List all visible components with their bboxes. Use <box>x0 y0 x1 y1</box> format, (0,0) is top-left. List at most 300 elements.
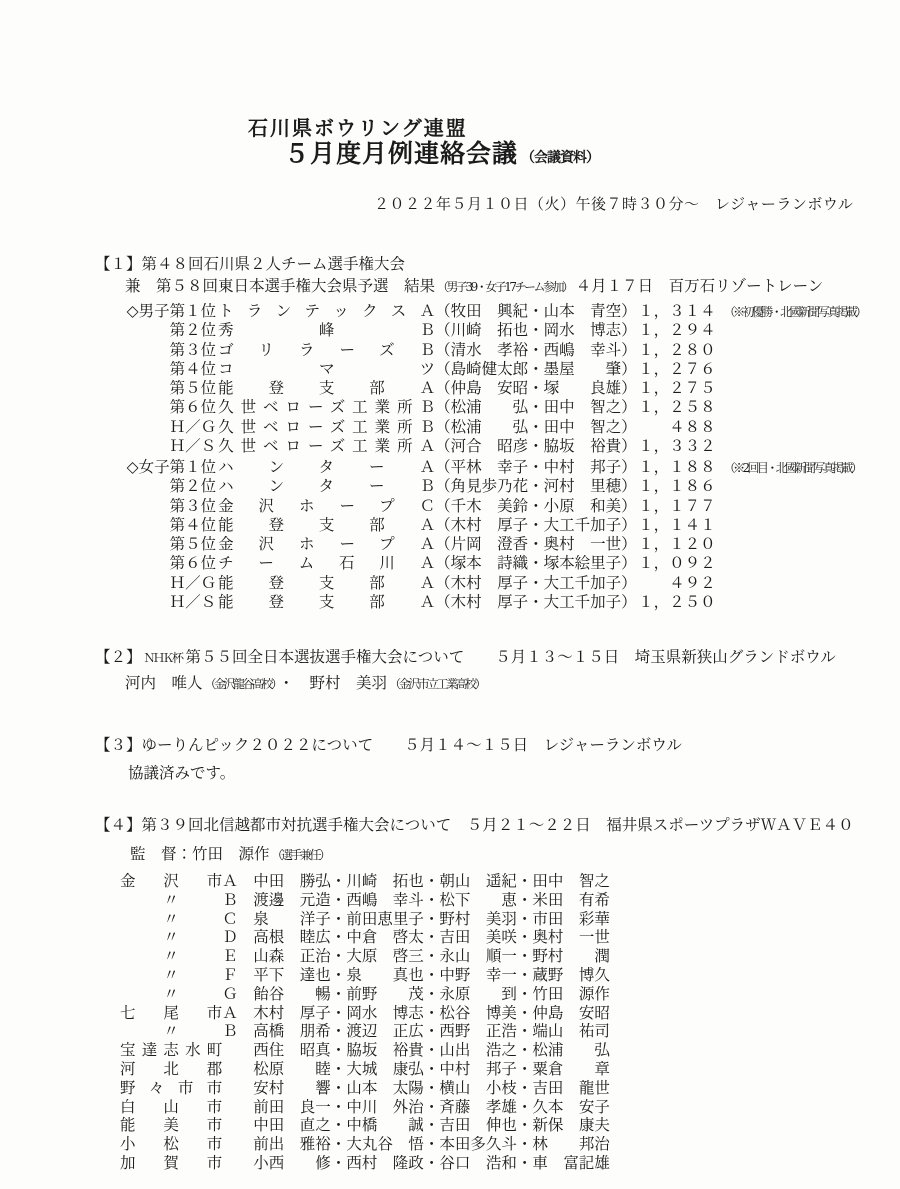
result-row <box>120 554 860 573</box>
member-name <box>253 1154 331 1173</box>
pair-names <box>435 398 637 417</box>
roster-row <box>120 872 610 891</box>
given-name: 幸子 <box>497 458 529 476</box>
open-paren: （ <box>435 398 451 417</box>
surname: 小西 <box>253 1153 285 1172</box>
member-name <box>346 1079 424 1098</box>
player2-name <box>544 398 622 417</box>
member-name <box>532 1098 610 1117</box>
member-separator: ・ <box>330 909 347 928</box>
roster-row <box>120 891 610 910</box>
player2-name <box>544 360 622 379</box>
given-name: 直之 <box>299 1116 331 1135</box>
member-name <box>439 1041 517 1060</box>
player1-name <box>451 516 529 535</box>
player2-name <box>544 535 622 554</box>
given-name: 啓三 <box>392 947 424 966</box>
given-name: 暢 <box>315 984 331 1003</box>
roster-row <box>120 1098 610 1117</box>
member-name <box>439 1060 517 1079</box>
surname: 田中 <box>543 398 575 417</box>
player1-name <box>451 437 529 456</box>
result-note: （※初優勝・北國新聞写真掲載） <box>723 305 865 319</box>
surname: 新保 <box>532 1116 564 1135</box>
player2-name: 塚本絵里子 <box>543 554 622 573</box>
result-row <box>120 477 860 496</box>
score-value: １，１７７ <box>638 496 716 515</box>
team-letter: Ａ <box>222 1003 238 1022</box>
given-name: 和美 <box>590 496 622 515</box>
pair-names <box>435 379 637 398</box>
member-name <box>346 966 424 985</box>
surname: 横山 <box>439 1078 471 1097</box>
open-paren: （ <box>435 458 451 476</box>
given-name: 邦子 <box>590 458 622 476</box>
member-separator: ・ <box>423 872 440 890</box>
surname: 前田 <box>253 1097 285 1116</box>
city-name: 〃 <box>163 947 179 966</box>
pair-names <box>435 302 637 321</box>
given-name: 元造 <box>299 890 331 909</box>
section1-subheading <box>125 274 823 296</box>
given-name: 彩華 <box>578 909 610 928</box>
surname: 吉田 <box>532 1078 564 1097</box>
city-name: 加賀市 <box>120 1153 223 1172</box>
member-list <box>253 1022 610 1041</box>
member-name <box>439 1116 517 1135</box>
given-name: 美羽 <box>485 909 517 928</box>
surname: 仲島 <box>532 1003 564 1022</box>
pair-names <box>435 554 637 573</box>
given-name: 正浩 <box>485 1022 517 1041</box>
team-letter: Ｆ <box>222 965 238 984</box>
surname: 林 <box>532 1135 548 1154</box>
member-name <box>439 928 517 947</box>
member-name <box>532 1060 610 1079</box>
team-name: ハンターＡ <box>218 458 436 476</box>
member-list <box>253 1116 610 1135</box>
member-list <box>253 947 610 966</box>
surname: 斉藤 <box>439 1097 471 1116</box>
player1-name <box>451 593 529 612</box>
member-separator: ・ <box>330 1135 347 1154</box>
member-separator: ・ <box>330 965 347 984</box>
pair-names <box>435 341 637 360</box>
close-paren: ） <box>621 593 637 612</box>
given-name: 正治 <box>299 947 331 966</box>
member-separator: ・ <box>423 1022 440 1041</box>
member-name <box>346 1060 424 1079</box>
open-paren: （ <box>435 417 451 436</box>
close-paren: ） <box>621 379 637 398</box>
team-name: 久世ベローズ工業所Ａ <box>218 437 436 456</box>
team-letter: Ｂ <box>222 1022 238 1041</box>
member-name <box>253 1060 331 1079</box>
given-name: 博志 <box>392 1003 424 1022</box>
result-row <box>120 321 865 340</box>
member-name <box>532 1154 610 1173</box>
surname: 田中 <box>532 872 564 890</box>
given-name: 弘 <box>512 398 529 417</box>
women-results-table <box>120 458 860 612</box>
member-name <box>532 1116 610 1135</box>
member-list <box>253 1098 610 1117</box>
given-name: 智之 <box>578 872 610 890</box>
rank-label: Ｈ／Ｓ <box>169 593 217 612</box>
meeting-datetime: ２０２２年５月１０日（火）午後７時３０分～ レジャーランボウル <box>374 195 854 213</box>
player1-name: 島崎健太郎 <box>450 359 529 378</box>
surname: 牧田 <box>450 302 482 320</box>
member-separator: ・ <box>330 1041 347 1060</box>
team-letter: Ｂ <box>222 890 238 909</box>
surname: 中村 <box>543 458 575 476</box>
open-paren: （ <box>435 359 451 378</box>
member-separator: ・ <box>330 984 347 1003</box>
participant2-name: 野村 美羽 <box>309 674 388 692</box>
city-name: 〃 <box>163 1022 179 1041</box>
given-name: 隆政 <box>392 1153 424 1172</box>
team-letter: Ｃ <box>222 909 238 928</box>
member-name <box>346 1098 424 1117</box>
name-separator: ・ <box>528 379 544 398</box>
men-results-table <box>120 302 865 456</box>
surname: 山本 <box>346 1078 378 1097</box>
close-paren: ） <box>621 437 637 456</box>
result-note: （※2回目・北國新聞写真掲載） <box>723 461 861 475</box>
pair-names <box>435 437 637 456</box>
given-name: 響 <box>315 1078 331 1097</box>
surname: 前出 <box>253 1135 285 1154</box>
given-name: 安子 <box>578 1097 610 1116</box>
roster-row <box>120 966 610 985</box>
close-paren: ） <box>621 398 637 417</box>
name-separator: ・ <box>528 573 544 592</box>
city-name: 白山市 <box>120 1097 223 1116</box>
score-value: １，２５０ <box>638 593 716 612</box>
team-name: トランテックスＡ <box>218 302 436 320</box>
city-name: 〃 <box>163 928 179 947</box>
given-name: 到 <box>501 984 517 1003</box>
member-name <box>439 1154 517 1173</box>
pair-names <box>435 535 637 554</box>
player1-name <box>451 398 529 417</box>
surname: 泉 <box>346 965 362 984</box>
surname: 中川 <box>346 1097 378 1116</box>
score-value: １，２７６ <box>638 359 716 378</box>
player1-name <box>451 574 529 593</box>
team-name: 久世ベローズ工業所Ｂ <box>218 417 436 436</box>
city-name: 小松市 <box>120 1135 223 1154</box>
member-separator: ・ <box>423 1003 440 1022</box>
member-separator: ・ <box>423 909 440 928</box>
surname: 河合 <box>450 437 482 456</box>
pair-names <box>435 477 637 496</box>
roster-row <box>120 928 610 947</box>
surname: 木村 <box>450 515 482 534</box>
given-name: 勝弘 <box>299 872 331 890</box>
given-name: 誠 <box>408 1116 424 1135</box>
surname: 端山 <box>532 1022 564 1041</box>
city-name: 能美市 <box>120 1116 223 1135</box>
member-separator: ・ <box>516 1135 533 1154</box>
section2-heading-text: 第５５回全日本選抜選手権大会について ５月１３～１５日 埼玉県新狭山グランドボウル <box>185 648 836 666</box>
member-list <box>253 910 610 929</box>
section1-date-venue: ４月１７日 百万石リゾートレーン <box>575 277 824 295</box>
pair-names <box>435 360 637 379</box>
surname: 野村 <box>532 947 564 966</box>
member-name <box>253 928 331 947</box>
surname: 永山 <box>439 947 471 966</box>
given-name: 幸斗 <box>392 890 424 909</box>
member-name <box>346 947 424 966</box>
result-row <box>120 302 865 321</box>
surname: 山本 <box>543 302 575 320</box>
player1-name <box>451 379 529 398</box>
player2-name <box>544 379 622 398</box>
member-name <box>253 1135 331 1154</box>
given-name: 澄香 <box>497 535 529 554</box>
member-list <box>253 966 610 985</box>
section3-heading: 【３】ゆーりんピック２０２２について ５月１４～１５日 レジャーランボウル <box>95 736 682 754</box>
result-row <box>120 398 865 417</box>
open-paren: （ <box>435 496 451 515</box>
section2-heading <box>95 645 836 667</box>
team-name: コマツ <box>218 359 436 378</box>
score-value: １，３１４ <box>638 302 716 320</box>
name-separator: ・ <box>528 535 544 554</box>
organization-title: 石川県ボウリング連盟 <box>248 116 468 140</box>
document-title-paren: （会議資料） <box>521 150 600 166</box>
member-name <box>346 1154 424 1173</box>
given-name: 厚子 <box>497 593 529 612</box>
section4-heading: 【４】第３９回北信越都市対抗選手権大会について ５月２１～２２日 福井県スポーツプラザＷＡＶＥ４０ <box>95 816 854 834</box>
member-name <box>253 985 331 1004</box>
surname: 西野 <box>439 1022 471 1041</box>
given-name: 智之 <box>590 417 622 436</box>
given-name: 厚子 <box>497 573 529 592</box>
score-value: １，２８０ <box>638 340 716 359</box>
surname: 前野 <box>346 984 378 1003</box>
member-separator: ・ <box>330 1116 347 1135</box>
given-name: 拓也 <box>497 321 529 340</box>
given-name: 小枝 <box>485 1078 517 1097</box>
surname: 久本 <box>532 1097 564 1116</box>
surname: 平下 <box>253 965 285 984</box>
player1-name <box>451 302 529 321</box>
result-row <box>120 593 860 612</box>
member-name <box>532 1004 610 1023</box>
player1-name <box>451 418 529 437</box>
surname: 松浦 <box>532 1041 564 1060</box>
member-list <box>253 1154 610 1173</box>
member-name <box>532 891 610 910</box>
surname: 仲島 <box>450 379 482 398</box>
section2-bracket: 【２】 <box>95 648 142 666</box>
player2-name <box>544 458 622 477</box>
surname: 木村 <box>450 573 482 592</box>
member-name <box>439 966 517 985</box>
rank-label: 第５位 <box>169 379 217 398</box>
given-name: 一世 <box>590 535 622 554</box>
given-name: 富記雄 <box>563 1153 610 1172</box>
result-row <box>120 341 865 360</box>
result-row <box>120 437 865 456</box>
roster-row <box>120 1004 610 1023</box>
surname: 中野 <box>439 965 471 984</box>
player1-name <box>451 497 529 516</box>
member-name <box>532 1135 610 1154</box>
member-separator: ・ <box>516 947 533 966</box>
player1-name <box>451 341 529 360</box>
surname: 山出 <box>439 1041 471 1060</box>
surname: 奥村 <box>532 928 564 947</box>
member-separator: ・ <box>516 1116 533 1135</box>
result-row <box>120 418 865 437</box>
document-title <box>284 134 599 170</box>
surname: 渡邊 <box>253 890 285 909</box>
city-name: 〃 <box>163 965 179 984</box>
surname: 谷口 <box>439 1153 471 1172</box>
surname: 泉 <box>253 909 269 928</box>
surname: 高根 <box>253 928 285 947</box>
city-name: 宝達志水町 <box>120 1041 223 1060</box>
member-name <box>439 1098 517 1117</box>
given-name: 邦治 <box>578 1135 610 1154</box>
surname: 塚本 <box>450 554 482 573</box>
rank-label: Ｈ／Ｇ <box>169 573 217 592</box>
given-name: 睦広 <box>299 928 331 947</box>
player1-name <box>451 458 529 477</box>
surname: 田中 <box>543 417 575 436</box>
surname: 吉田 <box>439 928 471 947</box>
member-separator: ・ <box>516 984 533 1003</box>
given-name: 弘 <box>594 1041 610 1060</box>
name-separator: ・ <box>528 458 544 476</box>
rank-label: 第２位 <box>169 321 217 340</box>
given-name: 昭彦 <box>497 437 529 456</box>
member-separator: ・ <box>516 965 533 984</box>
given-name: 良雄 <box>590 379 622 398</box>
city-name: 〃 <box>163 890 179 909</box>
given-name: 睦 <box>315 1059 331 1078</box>
pair-names <box>435 497 637 516</box>
member-name <box>253 1116 331 1135</box>
given-name: 孝雄 <box>485 1097 517 1116</box>
name-separator: ・ <box>528 302 544 320</box>
given-name: 龍世 <box>578 1078 610 1097</box>
surname: 吉田 <box>439 1116 471 1135</box>
given-name: 孝裕 <box>497 340 529 359</box>
section1-participants-note: （男子39・女子17チーム参加） <box>437 280 572 294</box>
name-separator: ・ <box>528 417 544 436</box>
team-name: ゴリラーズＢ <box>218 340 436 359</box>
team-name: 金沢ホープＣ <box>218 496 436 515</box>
rank-label: 第４位 <box>169 515 217 534</box>
rank-label: 第４位 <box>169 359 217 378</box>
given-name: 有希 <box>578 890 610 909</box>
result-row <box>120 574 860 593</box>
close-paren: ） <box>621 321 637 340</box>
score-value: １，１８８ <box>638 458 716 476</box>
surname: 岡水 <box>346 1003 378 1022</box>
given-name: 潤 <box>594 947 610 966</box>
member-name <box>346 1135 424 1154</box>
member-name <box>439 1079 517 1098</box>
member-name <box>346 928 424 947</box>
rank-label: 第５位 <box>169 535 217 554</box>
open-paren: （ <box>435 437 451 456</box>
player1-name <box>451 554 529 573</box>
pair-names <box>435 321 637 340</box>
close-paren: ） <box>621 477 637 496</box>
surname: 米田 <box>532 890 564 909</box>
city-name: 七尾市 <box>120 1003 223 1022</box>
member-name <box>439 1004 517 1023</box>
given-name: 太陽 <box>392 1078 424 1097</box>
given-name: 康弘 <box>392 1059 424 1078</box>
member-list <box>253 1079 610 1098</box>
member-separator: ・ <box>516 890 533 909</box>
surname: 飴谷 <box>253 984 285 1003</box>
name-separator: ・ <box>528 398 544 417</box>
score-value: １，２９４ <box>638 321 716 340</box>
pair-names <box>435 574 637 593</box>
score-value: １，３３２ <box>638 437 716 456</box>
team-name: 能登支部Ａ <box>218 515 436 534</box>
member-separator: ・ <box>330 1022 347 1041</box>
open-paren: （ <box>435 573 451 592</box>
result-row <box>120 516 860 535</box>
nhk-cup-label: ＮＨＫ杯 <box>143 651 182 665</box>
result-row <box>120 360 865 379</box>
given-name: 幸一 <box>485 965 517 984</box>
member-separator: ・ <box>423 1041 440 1060</box>
surname: 西嶋 <box>543 340 575 359</box>
roster-row <box>120 1154 610 1173</box>
roster-row <box>120 1079 610 1098</box>
member-name <box>253 1022 331 1041</box>
name-separator: ・ <box>528 496 544 515</box>
section3-status-note: 協議済みです。 <box>128 764 236 782</box>
member-name <box>532 1022 610 1041</box>
team-name: 能登支部Ａ <box>218 593 436 612</box>
member-name <box>253 1041 331 1060</box>
open-paren: （ <box>435 321 451 340</box>
open-paren: （ <box>435 535 451 554</box>
given-name: 正広 <box>392 1022 424 1041</box>
result-row <box>120 458 860 477</box>
member-name <box>346 1041 424 1060</box>
team-name: 能登支部Ａ <box>218 573 436 592</box>
surname: 松浦 <box>450 417 482 436</box>
section1-heading: 【１】第４８回石川県２人チーム選手権大会 <box>95 255 406 273</box>
given-name: 一世 <box>578 928 610 947</box>
member-name <box>346 1004 424 1023</box>
score-value: ４８８ <box>669 417 716 436</box>
open-paren: （ <box>435 593 451 612</box>
member-name <box>532 947 610 966</box>
city-name: 〃 <box>163 909 179 928</box>
city-name: 河北郡 <box>120 1059 223 1078</box>
given-name: 美鈴 <box>497 496 529 515</box>
member-separator: ・ <box>423 1078 440 1097</box>
team-letter: Ｇ <box>222 984 238 1003</box>
member-separator: ・ <box>423 1135 440 1154</box>
player2-name <box>544 302 622 321</box>
team-letter: Ｄ <box>222 928 238 947</box>
roster-row <box>120 1135 610 1154</box>
given-name: 茂 <box>408 984 424 1003</box>
